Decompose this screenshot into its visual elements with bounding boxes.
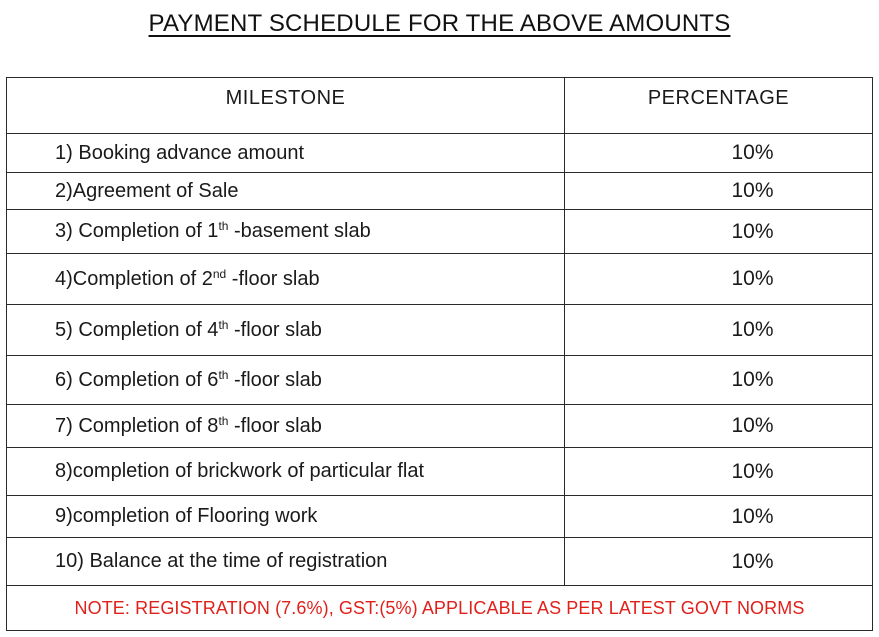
row-number: 6) bbox=[55, 368, 73, 391]
page-title bbox=[0, 10, 879, 38]
percentage-cell bbox=[565, 538, 873, 586]
percentage-cell bbox=[565, 448, 873, 496]
percentage-value: 10% bbox=[731, 368, 774, 391]
milestone-text: Balance at the time of registration bbox=[83, 550, 388, 572]
percentage-value: 10% bbox=[731, 318, 774, 341]
percentage-header-label: PERCENTAGE bbox=[647, 87, 790, 109]
note-row bbox=[7, 586, 873, 631]
milestone-text-suffix: -basement slab bbox=[228, 220, 371, 242]
payment-schedule-table bbox=[6, 77, 873, 631]
percentage-value: 10% bbox=[731, 267, 774, 290]
ordinal-suffix: th bbox=[218, 317, 229, 332]
milestone-cell bbox=[7, 254, 565, 305]
milestone-text: Completion of 2 bbox=[72, 267, 213, 290]
row-number: 7) bbox=[55, 414, 73, 437]
milestone-text-suffix: -floor slab bbox=[226, 267, 320, 290]
percentage-cell bbox=[565, 305, 873, 356]
percentage-cell bbox=[565, 496, 873, 538]
row-number: 3) bbox=[55, 220, 73, 242]
percentage-value: 10% bbox=[731, 459, 774, 483]
milestone-text-suffix: -floor slab bbox=[228, 368, 322, 391]
ordinal-suffix: th bbox=[218, 219, 229, 233]
note-text: NOTE: REGISTRATION (7.6%), GST:(5%) APPLICABLE AS PER LATEST GOVT NORMS bbox=[74, 597, 805, 618]
milestone-cell bbox=[7, 173, 565, 210]
ordinal-suffix: th bbox=[218, 413, 229, 428]
percentage-value: 10% bbox=[731, 141, 774, 164]
row-number: 5) bbox=[55, 318, 73, 341]
table-header-row bbox=[7, 78, 873, 134]
percentage-cell bbox=[565, 210, 873, 254]
milestone-text: Completion of 8 bbox=[72, 414, 219, 437]
percentage-cell bbox=[565, 405, 873, 448]
percentage-cell bbox=[565, 134, 873, 173]
milestone-text: Agreement of Sale bbox=[72, 179, 239, 202]
ordinal-suffix: nd bbox=[212, 266, 227, 281]
percentage-cell bbox=[565, 173, 873, 210]
table-row bbox=[7, 538, 873, 586]
ordinal-suffix: th bbox=[218, 367, 229, 382]
milestone-text: Completion of 4 bbox=[72, 318, 219, 341]
milestone-cell bbox=[7, 496, 565, 538]
table-row bbox=[7, 210, 873, 254]
milestone-text-suffix: -floor slab bbox=[228, 414, 322, 437]
milestone-text: completion of Flooring work bbox=[72, 505, 318, 527]
milestone-text: completion of brickwork of particular flat bbox=[72, 460, 425, 482]
milestone-column-header bbox=[7, 78, 565, 134]
milestone-cell bbox=[7, 210, 565, 254]
table-row bbox=[7, 305, 873, 356]
row-number: 1) bbox=[55, 141, 73, 164]
milestone-text: Completion of 6 bbox=[72, 368, 219, 391]
milestone-header-label: MILESTONE bbox=[225, 87, 346, 109]
row-number: 8) bbox=[55, 460, 73, 482]
percentage-value: 10% bbox=[731, 414, 774, 437]
row-number: 10) bbox=[55, 550, 84, 572]
table-row bbox=[7, 448, 873, 496]
row-number: 9) bbox=[55, 505, 73, 527]
table-row bbox=[7, 134, 873, 173]
milestone-cell bbox=[7, 134, 565, 173]
percentage-column-header bbox=[565, 78, 873, 134]
note-cell bbox=[7, 586, 873, 631]
row-number: 2) bbox=[55, 179, 73, 202]
percentage-cell bbox=[565, 356, 873, 405]
table-row bbox=[7, 496, 873, 538]
table-row bbox=[7, 173, 873, 210]
percentage-value: 10% bbox=[731, 549, 774, 573]
table-row bbox=[7, 405, 873, 448]
percentage-value: 10% bbox=[731, 179, 774, 202]
milestone-text-suffix: -floor slab bbox=[228, 318, 322, 341]
percentage-cell bbox=[565, 254, 873, 305]
percentage-value: 10% bbox=[731, 219, 774, 243]
milestone-cell bbox=[7, 448, 565, 496]
page-title-text: PAYMENT SCHEDULE FOR THE ABOVE AMOUNTS bbox=[148, 10, 731, 37]
milestone-text: Completion of 1 bbox=[72, 220, 219, 242]
table-row bbox=[7, 254, 873, 305]
percentage-value: 10% bbox=[731, 504, 774, 528]
milestone-cell bbox=[7, 305, 565, 356]
row-number: 4) bbox=[55, 267, 73, 290]
milestone-cell bbox=[7, 538, 565, 586]
milestone-cell bbox=[7, 356, 565, 405]
milestone-cell bbox=[7, 405, 565, 448]
table-row bbox=[7, 356, 873, 405]
milestone-text: Booking advance amount bbox=[72, 141, 305, 164]
